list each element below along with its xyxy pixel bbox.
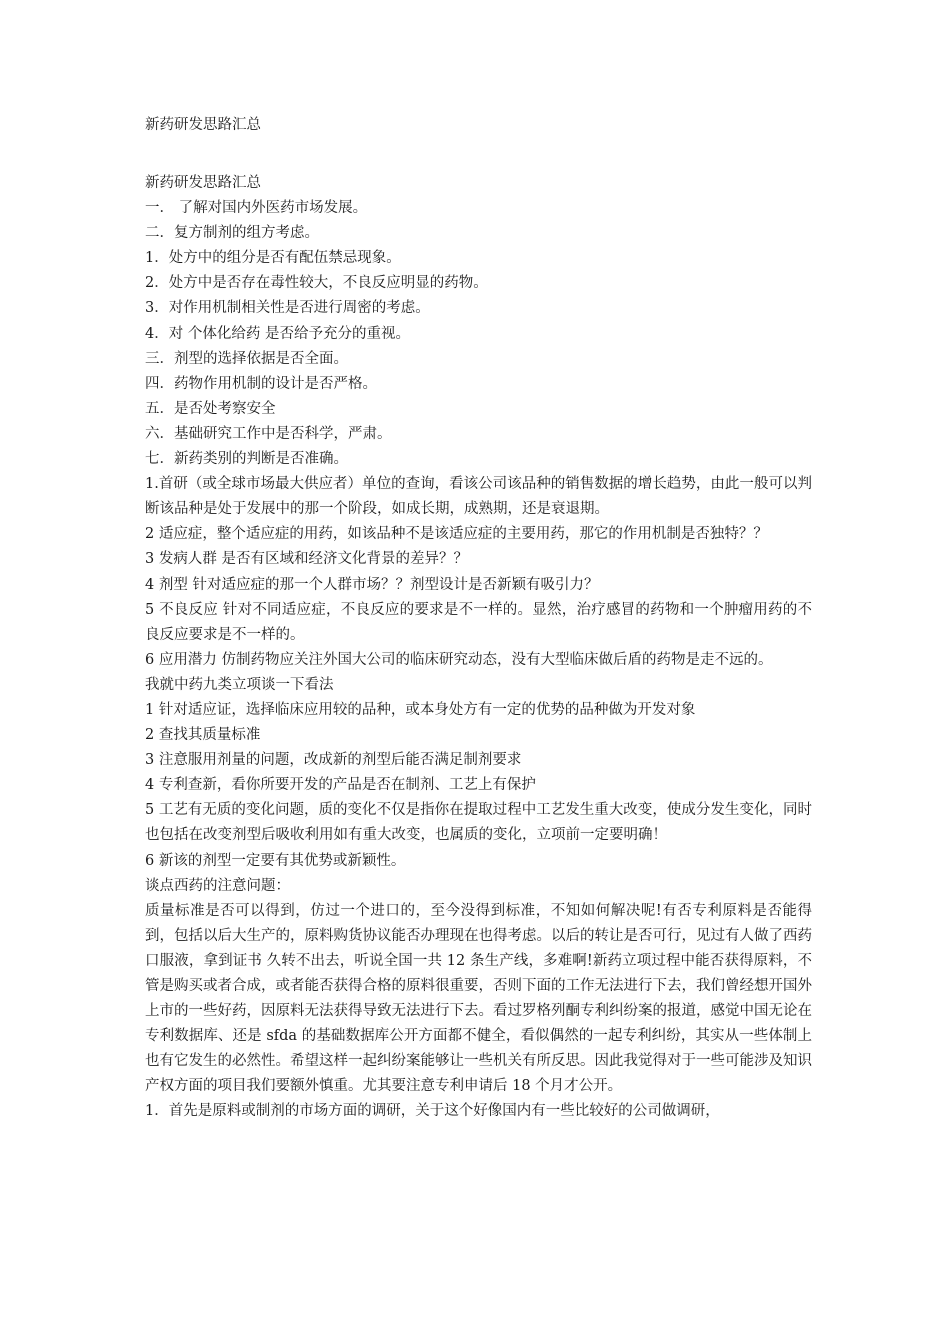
list-item: 3．对作用机制相关性是否进行周密的考虑。: [145, 300, 430, 317]
paragraph: 2 适应症，整个适应症的用药，如该品种不是该适应症的主要用药，那它的作用机制是否独特？？: [145, 526, 768, 543]
list-item: 二．复方制剂的组方考虑。: [145, 225, 319, 242]
list-item: 4．对 个体化给药 是否给予充分的重视。: [145, 325, 410, 342]
list-item: 4 专利查新，看你所要开发的产品是否在制剂、工艺上有保护: [145, 777, 536, 794]
list-item: 六．基础研究工作中是否科学，严肃。: [145, 425, 392, 442]
paragraph: 5 不良反应 针对不同适应症，不良反应的要求是不一样的。显然，治疗感冒的药物和一个肿瘤用药的不良反应要求是不一样的。: [145, 601, 812, 643]
list-item: 2 查找其质量标准: [145, 727, 261, 744]
section-heading: 谈点西药的注意问题：: [145, 877, 290, 894]
list-item: 1．处方中的组分是否有配伍禁忌现象。: [145, 250, 401, 267]
list-item: 1 针对适应证，选择临床应用较的品种，或本身处方有一定的优势的品种做为开发对象: [145, 701, 696, 718]
section-heading: 我就中药九类立项谈一下看法: [145, 676, 334, 693]
list-item: 3 注意服用剂量的问题，改成新的剂型后能否满足制剂要求: [145, 752, 522, 769]
list-item: 一． 了解对国内外医药市场发展。: [145, 200, 368, 217]
document-page: [145, 112, 812, 1125]
list-item: 五．是否处考察安全: [145, 400, 276, 417]
paragraph: 4 剂型 针对适应症的那一个人群市场？？剂型设计是否新颖有吸引力？: [145, 576, 599, 593]
document-body: [145, 171, 812, 1125]
document-title: 新药研发思路汇总: [145, 117, 261, 133]
paragraph: 3 发病人群 是否有区域和经济文化背景的差异？？: [145, 551, 468, 568]
paragraph: 1．首先是原料或制剂的市场方面的调研，关于这个好像国内有一些比较好的公司做调研，: [145, 1103, 720, 1120]
paragraph: 1.首研（或全球市场最大供应者）单位的查询，看该公司该品种的销售数据的增长趋势，由此一般可以判断该品种是处于发展中的那一个阶段，如成长期，成熟期，还是衰退期。: [145, 476, 812, 518]
list-item: 2．处方中是否存在毒性较大，不良反应明显的药物。: [145, 275, 488, 292]
paragraph: 质量标准是否可以得到，仿过一个进口的，至今没得到标准，不知如何解决呢!有否专利原料是否能得到，包括以后大生产的，原料购货协议能否办理现在也得考虑。以后的转让是否可行，见过有人做了西药口服液，拿到证书 久转不出去，听说全国一共 12 条生产线，多难啊!新药立项过程中能否获得原料，不管是购买或者合成，或者能否获得合格的原料很重要，否则下面的工作无法进行下去，我们曾经想开国外上市的一些好药，因原料无法获得导致无法进行下去。看过罗格列酮专利纠纷案的报道，感觉中国无论在专利数据库、还是 sfda 的基础数据库公开方面都不健全，看似偶然的一起专利纠纷，其实从一些体制上也有它发生的必然性。希望这样一起纠纷案能够让一些机关有所反思。因此我觉得对于一些可能涉及知识产权方面的项目我们要额外慎重。尤其要注意专利申请后 18 个月才公开。: [145, 902, 812, 1095]
section-heading: 新药研发思路汇总: [145, 175, 261, 191]
list-item: 三．剂型的选择依据是否全面。: [145, 350, 348, 367]
list-item: 6 新该的剂型一定要有其优势或新颖性。: [145, 852, 406, 869]
paragraph: 6 应用潜力 仿制药物应关注外国大公司的临床研究动态，没有大型临床做后盾的药物是走不远的。: [145, 651, 773, 668]
list-item: 七．新药类别的判断是否准确。: [145, 451, 348, 468]
list-item: 四．药物作用机制的设计是否严格。: [145, 375, 377, 392]
paragraph: 5 工艺有无质的变化问题，质的变化不仅是指你在提取过程中工艺发生重大改变，使成分发生变化，同时也包括在改变剂型后吸收利用如有重大改变，也属质的变化，立项前一定要明确！: [145, 802, 812, 844]
